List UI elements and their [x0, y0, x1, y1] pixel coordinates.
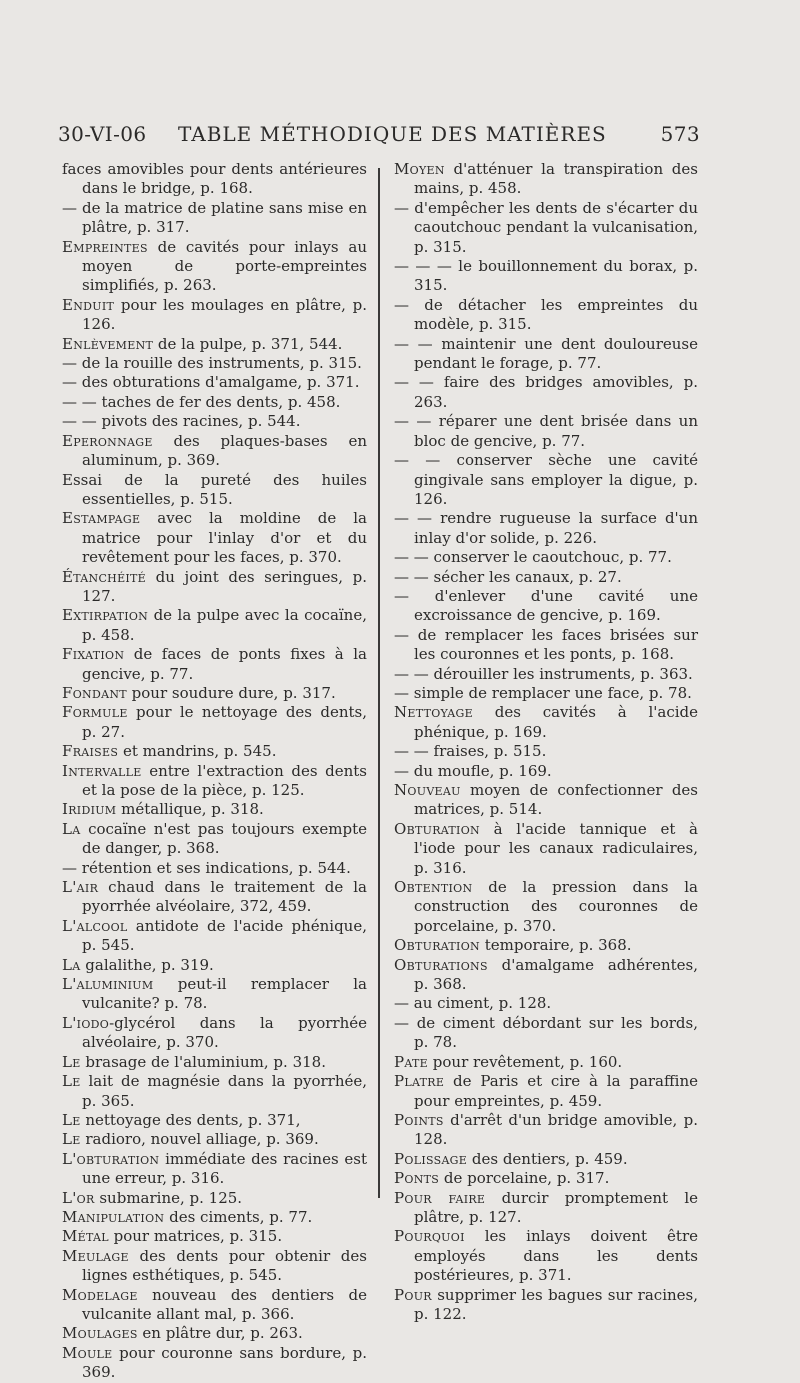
index-entry — [62, 432, 367, 471]
entry-keyword: Fixation — [62, 645, 125, 664]
entry-keyword: Le — [62, 1052, 81, 1071]
index-entry — [62, 1247, 367, 1286]
entry-text: pour les moulages en plâtre, p. 126. — [82, 295, 367, 334]
entry-keyword: La — [62, 819, 81, 838]
entry-text: — — — le bouillonnement du borax, p. 315. — [394, 257, 698, 295]
entry-keyword: Pour — [394, 1285, 432, 1304]
index-entry — [394, 257, 698, 296]
entry-keyword: L'or — [62, 1188, 95, 1207]
entry-keyword: Enlèvement — [62, 334, 154, 353]
entry-keyword: Obtention — [394, 878, 473, 897]
entry-keyword: Nettoyage — [394, 703, 473, 722]
entry-text: pour soudure dure, p. 317. — [126, 683, 336, 702]
entry-keyword: L'obturation — [62, 1149, 160, 1168]
entry-keyword: L'alcool — [62, 916, 128, 935]
index-entry — [394, 1111, 698, 1150]
entry-text: — — dérouiller les instruments, p. 363. — [394, 664, 693, 683]
index-entry — [62, 1189, 367, 1208]
entry-text: — — faire des bridges amovibles, p. 263. — [394, 373, 698, 411]
entry-keyword: Intervalle — [62, 761, 142, 780]
entry-text: pour couronne sans bordure, p. 369. — [82, 1343, 367, 1382]
index-entry — [394, 509, 698, 548]
entry-keyword: Enduit — [62, 295, 115, 314]
index-entry — [62, 684, 367, 703]
index-column-left — [62, 160, 367, 1383]
entry-text: antidote de l'acide phénique, p. 545. — [82, 916, 367, 955]
entry-keyword: Formule — [62, 703, 128, 722]
index-entry — [62, 606, 367, 645]
entry-text: — de remplacer les faces brisées sur les couronnes et les ponts, p. 168. — [394, 625, 698, 664]
entry-text: — d'enlever d'une cavité une excroissance de gencive, p. 169. — [394, 586, 698, 625]
entry-text: pour matrices, p. 315. — [108, 1227, 283, 1246]
entry-text: d'arrêt d'un bridge amovible, p. 128. — [414, 1110, 698, 1149]
index-entry — [62, 296, 367, 335]
index-entry — [62, 1208, 367, 1227]
entry-text: pour le nettoyage des dents, p. 27. — [82, 703, 367, 741]
entry-keyword: Moulages — [62, 1324, 138, 1343]
index-entry — [62, 1150, 367, 1189]
entry-text: — au ciment, p. 128. — [394, 994, 552, 1013]
index-entry — [62, 412, 367, 431]
index-entry — [394, 160, 698, 199]
entry-text: Essai de la pureté des huiles essentielles, p. 515. — [62, 470, 367, 508]
index-entry — [394, 199, 698, 257]
entry-keyword: Métal — [62, 1227, 109, 1246]
entry-text: de faces de ponts fixes à la gencive, p. 77. — [82, 645, 367, 683]
entry-keyword: Eperonnage — [62, 431, 153, 450]
entry-text: — de ciment débordant sur les bords, p. 78. — [394, 1013, 698, 1052]
entry-text: brasage de l'aluminium, p. 318. — [80, 1052, 326, 1071]
entry-text: les inlays doivent être employés dans les dents postérieures, p. 371. — [414, 1227, 698, 1285]
entry-keyword: Polissage — [394, 1149, 468, 1168]
entry-text: de la pulpe, p. 371, 544. — [153, 334, 343, 353]
index-entry — [394, 665, 698, 684]
index-entry — [394, 956, 698, 995]
index-entry — [62, 1111, 367, 1130]
index-entry — [62, 703, 367, 742]
index-entry — [62, 956, 367, 975]
entry-text: -glycérol dans la pyorrhée alvéolaire, p. 370. — [82, 1013, 367, 1052]
index-entry — [394, 994, 698, 1013]
entry-keyword: Moyen — [394, 160, 445, 178]
index-entry — [394, 781, 698, 820]
index-entry — [62, 762, 367, 801]
entry-keyword: Obturations — [394, 955, 488, 974]
entry-keyword: Platre — [394, 1072, 445, 1091]
index-entry — [394, 335, 698, 374]
index-entry — [62, 160, 367, 199]
entry-text: — — conserver sèche une cavité gingivale sans employer la digue, p. 126. — [394, 451, 698, 508]
index-entry — [394, 548, 698, 567]
index-entry — [62, 568, 367, 607]
entry-text: — du moufle, p. 169. — [394, 761, 552, 780]
entry-text: peut-il remplacer la vulcanite? p. 78. — [82, 975, 367, 1013]
entry-keyword: L'iodo — [62, 1013, 110, 1032]
index-entry — [62, 509, 367, 567]
header-title: TABLE MÉTHODIQUE DES MATIÈRES — [178, 122, 607, 146]
index-entry — [394, 1150, 698, 1169]
entry-text: entre l'extraction des dents et la pose de la pièce, p. 125. — [82, 761, 367, 799]
entry-keyword: Estampage — [62, 509, 141, 528]
entry-text: des ciments, p. 77. — [164, 1207, 313, 1226]
entry-text: — rétention et ses indications, p. 544. — [62, 858, 351, 877]
index-entry — [62, 393, 367, 412]
index-entry — [62, 238, 367, 296]
index-entry — [62, 742, 367, 761]
entry-keyword: Pate — [394, 1052, 429, 1071]
entry-text: du joint des seringues, p. 127. — [82, 567, 367, 605]
entry-text: — simple de remplacer une face, p. 78. — [394, 683, 692, 702]
entry-text: d'atténuer la transpiration des mains, p. 458. — [414, 160, 698, 198]
entry-keyword: L'air — [62, 878, 99, 897]
entry-text: durcir promptement le plâtre, p. 127. — [414, 1188, 698, 1226]
index-entry — [62, 975, 367, 1014]
entry-keyword: Nouveau — [394, 781, 461, 799]
index-entry — [394, 820, 698, 878]
index-entry — [62, 471, 367, 510]
entry-text: — — fraises, p. 515. — [394, 742, 547, 761]
running-header — [58, 122, 700, 156]
entry-text: — — réparer une dent brisée dans un bloc de gencive, p. 77. — [394, 412, 698, 450]
index-entry — [62, 335, 367, 354]
entry-text: — — pivots des racines, p. 544. — [62, 412, 301, 431]
entry-keyword: Fraises — [62, 742, 119, 761]
index-entry — [394, 703, 698, 742]
entry-text: — d'empêcher les dents de s'écarter du caoutchouc pendant la vulcanisation, p. 315. — [394, 198, 698, 256]
index-entry — [62, 820, 367, 859]
entry-text: — des obturations d'amalgame, p. 371. — [62, 373, 360, 392]
entry-text: radioro, nouvel alliage, p. 369. — [80, 1130, 319, 1149]
entry-text: — de la rouille des instruments, p. 315. — [62, 354, 362, 373]
entry-text: chaud dans le traitement de la pyorrhée alvéolaire, 372, 459. — [82, 878, 367, 916]
entry-keyword: Pour faire — [394, 1188, 486, 1207]
entry-text: métallique, p. 318. — [116, 800, 264, 819]
index-entry — [394, 1072, 698, 1111]
index-entry — [394, 373, 698, 412]
entry-text: — — maintenir une dent douloureuse pendant le forage, p. 77. — [394, 334, 698, 373]
index-entry — [394, 762, 698, 781]
index-entry — [394, 296, 698, 335]
index-entry — [62, 1072, 367, 1111]
entry-text: — — taches de fer des dents, p. 458. — [62, 392, 341, 411]
entry-text: de Paris et cire à la paraffine pour empreintes, p. 459. — [414, 1072, 698, 1110]
entry-text: immédiate des racines est une erreur, p. 316. — [82, 1149, 367, 1188]
entry-text: des plaques-bases en aluminum, p. 369. — [82, 431, 367, 470]
entry-text: — de détacher les empreintes du modèle, p. 315. — [394, 295, 698, 334]
entry-text: moyen de confectionner des matrices, p. 514. — [414, 781, 698, 819]
entry-text: de cavités pour inlays au moyen de porte-empreintes simplifiés, p. 263. — [82, 237, 367, 295]
entry-keyword: L'aluminium — [62, 975, 154, 994]
entry-text: à l'acide tannique et à l'iode pour les canaux radiculaires, p. 316. — [414, 819, 698, 877]
entry-text: de porcelaine, p. 317. — [439, 1169, 610, 1188]
entry-text: galalithe, p. 319. — [80, 955, 214, 974]
entry-keyword: La — [62, 955, 81, 974]
index-entry — [62, 354, 367, 373]
entry-keyword: Obturation — [394, 819, 480, 838]
entry-keyword: Étanchéité — [62, 567, 147, 586]
entry-text: avec la moldine de la matrice pour l'inlay d'or et du revêtement pour les faces, p. 370. — [82, 509, 367, 567]
index-entry — [394, 412, 698, 451]
entry-keyword: Modelage — [62, 1285, 138, 1304]
index-entry — [394, 1053, 698, 1072]
index-entry — [62, 1286, 367, 1325]
entry-keyword: Le — [62, 1110, 81, 1129]
index-entry — [62, 859, 367, 878]
entry-keyword: Pourquoi — [394, 1227, 465, 1246]
entry-keyword: Le — [62, 1130, 81, 1149]
entry-keyword: Empreintes — [62, 237, 148, 256]
header-date: 30-VI-06 — [58, 122, 147, 146]
index-entry — [394, 1286, 698, 1325]
index-entry — [394, 936, 698, 955]
entry-text: — — conserver le caoutchouc, p. 77. — [394, 548, 672, 567]
entry-text: — — sécher les canaux, p. 27. — [394, 567, 622, 586]
index-entry — [62, 1227, 367, 1246]
index-entry — [62, 917, 367, 956]
index-entry — [62, 1053, 367, 1072]
entry-text: cocaïne n'est pas toujours exempte de danger, p. 368. — [80, 819, 367, 858]
index-entry — [62, 1130, 367, 1149]
index-entry — [62, 645, 367, 684]
index-entry — [394, 742, 698, 761]
page-number: 573 — [660, 122, 700, 146]
index-entry — [62, 1014, 367, 1053]
entry-text: des dentiers, p. 459. — [467, 1149, 628, 1168]
index-entry — [62, 373, 367, 392]
entry-text: et mandrins, p. 545. — [118, 742, 277, 761]
index-entry — [62, 1344, 367, 1383]
index-entry — [394, 626, 698, 665]
entry-keyword: Ponts — [394, 1169, 440, 1188]
entry-keyword: Fondant — [62, 683, 127, 702]
entry-keyword: Manipulation — [62, 1207, 165, 1226]
entry-text: submarine, p. 125. — [94, 1188, 243, 1207]
index-column-right — [394, 160, 698, 1324]
entry-keyword: Points — [394, 1110, 444, 1129]
index-entry — [62, 878, 367, 917]
index-entry — [62, 199, 367, 238]
index-entry — [394, 1169, 698, 1188]
entry-text: d'amalgame adhérentes, p. 368. — [414, 955, 698, 994]
entry-text: de la pression dans la construction des couronnes de porcelaine, p. 370. — [414, 878, 698, 935]
entry-keyword: Moule — [62, 1343, 113, 1362]
column-divider — [378, 168, 380, 1198]
entry-text: pour revêtement, p. 160. — [428, 1052, 623, 1071]
entry-keyword: Iridium — [62, 800, 117, 819]
entry-text: faces amovibles pour dents antérieures dans le bridge, p. 168. — [62, 160, 367, 198]
index-entry — [394, 451, 698, 509]
index-entry — [394, 1189, 698, 1228]
entry-text: nettoyage des dents, p. 371, — [80, 1110, 301, 1129]
entry-text: lait de magnésie dans la pyorrhée, p. 365. — [80, 1072, 367, 1110]
index-entry — [394, 684, 698, 703]
entry-keyword: Le — [62, 1072, 81, 1091]
entry-text: en plâtre dur, p. 263. — [137, 1324, 303, 1343]
entry-text: de la pulpe avec la cocaïne, p. 458. — [82, 606, 367, 644]
index-entry — [394, 568, 698, 587]
entry-text: supprimer les bagues sur racines, p. 122. — [414, 1285, 698, 1323]
entry-text: — — rendre rugueuse la surface d'un inlay d'or solide, p. 226. — [394, 509, 698, 547]
index-entry — [62, 800, 367, 819]
index-entry — [394, 1227, 698, 1285]
index-entry — [394, 587, 698, 626]
entry-text: — de la matrice de platine sans mise en plâtre, p. 317. — [62, 198, 367, 237]
index-entry — [62, 1324, 367, 1343]
entry-keyword: Obturation — [394, 936, 480, 955]
entry-text: des cavités à l'acide phénique, p. 169. — [414, 703, 698, 741]
index-entry — [394, 878, 698, 936]
index-entry — [394, 1014, 698, 1053]
entry-text: temporaire, p. 368. — [479, 936, 632, 955]
entry-keyword: Meulage — [62, 1246, 129, 1265]
entry-text: des dents pour obtenir des lignes esthétiques, p. 545. — [82, 1246, 367, 1285]
entry-keyword: Extirpation — [62, 606, 149, 625]
entry-text: nouveau des dentiers de vulcanite allant mal, p. 366. — [82, 1285, 367, 1323]
